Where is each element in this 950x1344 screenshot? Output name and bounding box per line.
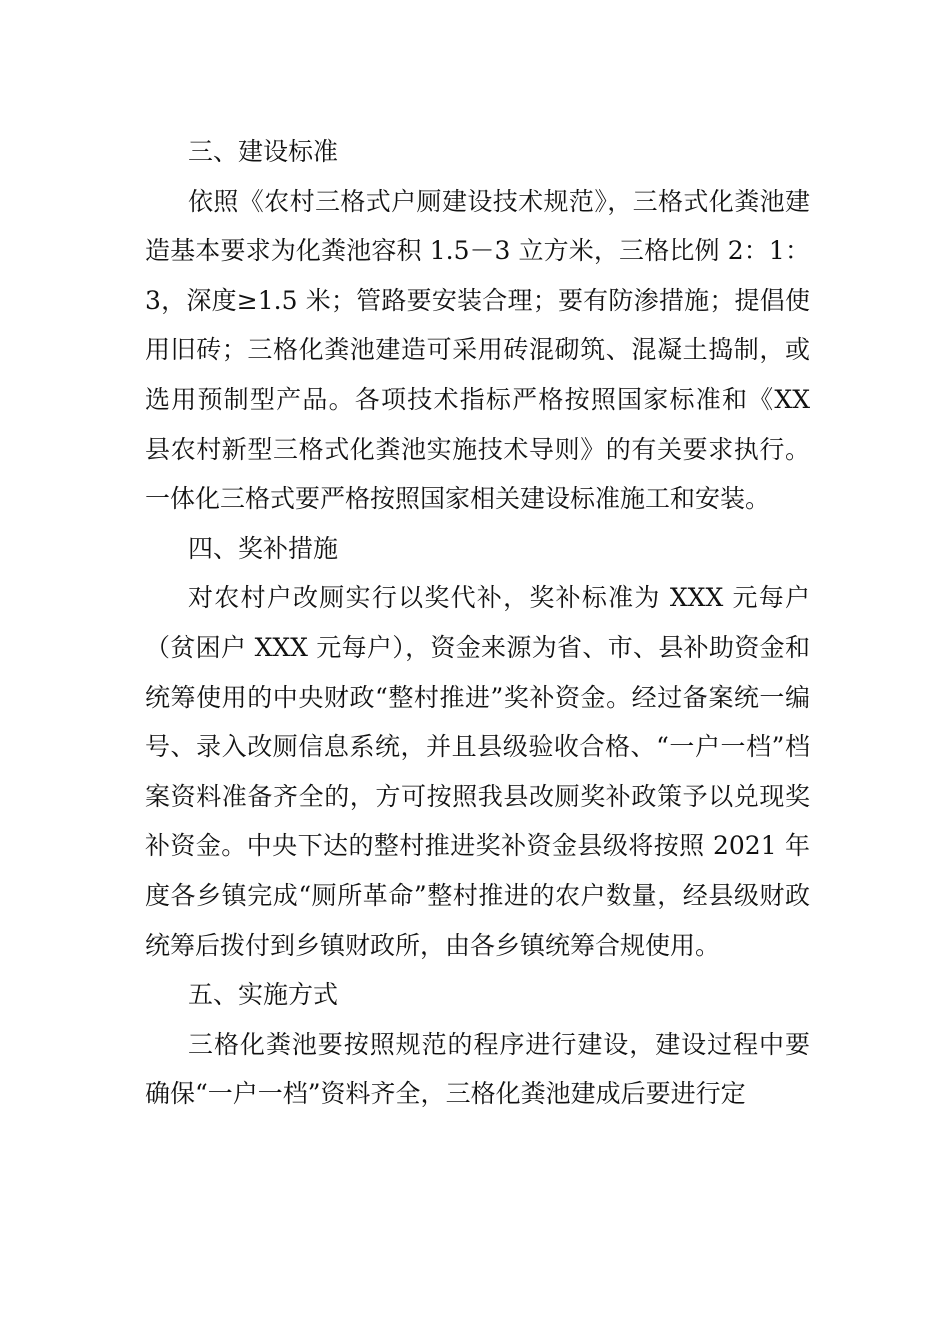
section-body-construction-standard: 依照《农村三格式户厕建设技术规范》，三格式化粪池建造基本要求为化粪池容积 1.5－3 立方米，三格比例 2：1：3，深度≥1.5 米；管路要安装合理；要有防渗措施；提倡使用旧砖；三格化粪池建造可采用砖混砌筑、混凝土捣制，或选用预制型产品。各项技术指标严格按照国家标准和《XX 县农村新型三格式化粪池实施技术导则》的有关要求执行。一体化三格式要严格按照国家相关建设标准施工和安装。 [145, 186, 810, 514]
section-heading-implementation-method: 五、实施方式 [188, 980, 339, 1010]
section-heading-construction-standard: 三、建设标准 [188, 137, 339, 166]
section-body-subsidy-measures: 对农村户改厕实行以奖代补，奖补标准为 XXX 元每户（贫困户 XXX 元每户），资金来源为省、市、县补助资金和统筹使用的中央财政“整村推进”奖补资金。经过备案统一编号、录入改厕信息系统，并且县级验收合格、“一户一档”档案资料准备齐全的，方可按照我县改厕奖补政策予以兑现奖补资金。中央下达的整村推进奖补资金县级将按照 2021 年度各乡镇完成“厕所革命”整村推进的农户数量，经县级财政统筹后拨付到乡镇财政所，由各乡镇统筹合规使用。 [145, 583, 810, 960]
section-body-implementation-method: 三格化粪池要按照规范的程序进行建设，建设过程中要确保“一户一档”资料齐全，三格化粪池建成后要进行定 [145, 1029, 810, 1109]
document-body [145, 127, 810, 1119]
section-heading-subsidy-measures: 四、奖补措施 [188, 533, 339, 563]
